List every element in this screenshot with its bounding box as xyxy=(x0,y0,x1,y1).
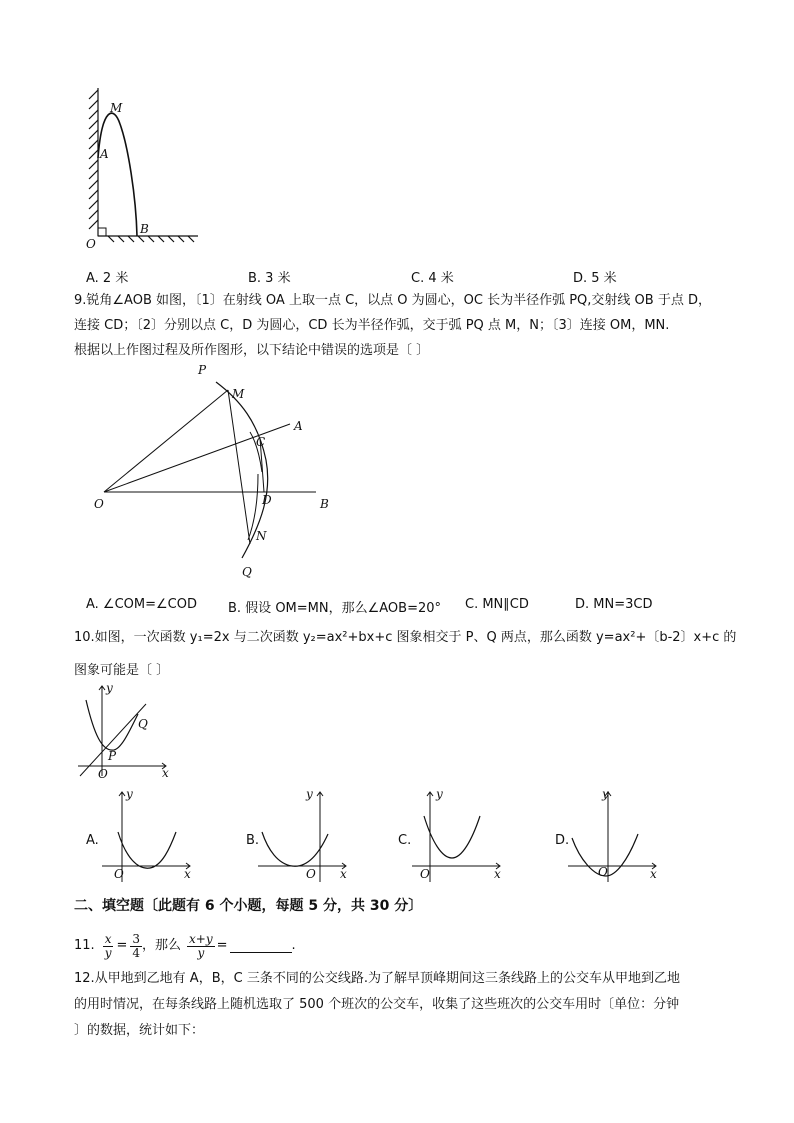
q9-label-p: P xyxy=(198,363,207,377)
q9-figure xyxy=(90,362,340,582)
q11-fraction-3-over-4 xyxy=(130,933,142,960)
q10-c-label-x: x xyxy=(494,867,501,881)
q11-line xyxy=(74,929,296,963)
q10-text-line2: 图象可能是〔 〕 xyxy=(74,663,170,678)
q9-label-o: O xyxy=(94,497,104,511)
q10-option-d-label: D. xyxy=(555,833,570,848)
q8-figure xyxy=(84,86,204,252)
q11-equals-2: = xyxy=(216,938,228,953)
q8-label-b: B xyxy=(140,222,149,236)
q8-label-m: M xyxy=(110,101,123,115)
q11-end: . xyxy=(291,938,296,953)
q12-text-line2: 的用时情况，在每条线路上随机选取了 500 个班次的公交车，收集了这些班次的公交车用时〔单位：分钟 xyxy=(74,997,680,1012)
q10-option-b-label: B. xyxy=(246,833,260,848)
q10-main-label-p: P xyxy=(108,749,117,763)
section-heading: 二、填空题〔此题有 6 个小题，每题 5 分，共 30 分〕 xyxy=(74,898,423,914)
q10-main-label-q: Q xyxy=(138,717,148,731)
q10-c-label-y: y xyxy=(436,788,443,801)
q9-label-a: A xyxy=(294,419,303,433)
q10-main-label-y: y xyxy=(106,682,113,695)
q11-frac3-den: y xyxy=(197,945,205,960)
q11-fraction-xy-over-y xyxy=(187,933,215,960)
q10-c-label-o: O xyxy=(420,867,430,881)
q9-text-line3: 根据以上作图过程及所作图形，以下结论中错误的选项是〔 〕 xyxy=(74,343,430,358)
q11-frac1-den: y xyxy=(104,945,112,960)
q9-label-b: B xyxy=(320,497,329,511)
q10-d-label-x: x xyxy=(650,867,657,881)
q10-b-label-x: x xyxy=(340,867,347,881)
q12-text-line3: 〕的数据，统计如下： xyxy=(74,1023,205,1038)
q10-option-c-graph xyxy=(410,788,506,884)
q9-label-m: M xyxy=(232,387,245,401)
q9-label-d: D xyxy=(262,493,272,507)
q11-fraction-x-over-y xyxy=(103,933,114,960)
q10-option-a-label: A. xyxy=(86,833,99,848)
q10-option-c-label: C. xyxy=(398,833,412,848)
q10-b-label-y: y xyxy=(306,788,313,801)
q8-option-b: B. 3 米 xyxy=(248,271,291,286)
q11-answer-blank[interactable] xyxy=(230,939,292,953)
q8-label-a: A xyxy=(100,147,109,161)
q10-main-label-o: O xyxy=(98,767,108,778)
q9-label-n: N xyxy=(256,529,267,543)
q10-option-d-graph xyxy=(566,788,662,884)
q10-a-label-y: y xyxy=(126,788,133,801)
q9-option-a: A. ∠COM=∠COD xyxy=(86,597,197,612)
q9-option-d: D. MN=3CD xyxy=(575,597,653,612)
q11-frac2-den: 4 xyxy=(132,945,141,960)
q9-option-c: C. MN∥CD xyxy=(465,597,529,612)
q10-a-label-x: x xyxy=(184,867,191,881)
q9-label-q: Q xyxy=(242,565,252,579)
q10-main-figure xyxy=(72,682,172,778)
q11-frac3-num: x+y xyxy=(189,931,213,946)
q10-option-b-graph xyxy=(256,788,352,884)
q11-equals: = xyxy=(116,938,128,953)
q11-number: 11. xyxy=(74,938,95,953)
q8-option-d: D. 5 米 xyxy=(573,271,617,286)
q10-d-label-y: y xyxy=(602,788,609,801)
q11-mid-text: ，那么 xyxy=(142,938,182,953)
q10-option-a-graph xyxy=(100,788,196,884)
q9-label-c: C xyxy=(256,435,266,449)
q10-text-line1: 10.如图，一次函数 y₁=2x 与二次函数 y₂=ax²+bx+c 图象相交于 P、Q 两点，那么函数 y=ax²+〔b-2〕x+c 的 xyxy=(74,630,737,645)
q8-option-a: A. 2 米 xyxy=(86,271,129,286)
q8-option-c: C. 4 米 xyxy=(411,271,454,286)
q9-text-line2: 连接 CD；〔2〕分别以点 C，D 为圆心，CD 长为半径作弧，交于弧 PQ 点 M，N；〔3〕连接 OM，MN. xyxy=(74,318,670,333)
q9-option-b: B. 假设 OM=MN，那么∠AOB=20° xyxy=(228,601,442,616)
q11-frac1-num: x xyxy=(104,931,112,946)
q12-text-line1: 12.从甲地到乙地有 A，B，C 三条不同的公交线路.为了解早顶峰期间这三条线路上的公交车从甲地到乙地 xyxy=(74,971,680,986)
q10-main-label-x: x xyxy=(162,766,169,778)
q11-frac2-num: 3 xyxy=(132,931,141,946)
q10-b-label-o: O xyxy=(306,867,316,881)
q9-text-line1: 9.锐角∠AOB 如图，〔1〕在射线 OA 上取一点 C，以点 O 为圆心，OC 长为半径作弧 PQ,交射线 OB 于点 D， xyxy=(74,293,711,308)
q10-a-label-o: O xyxy=(114,867,124,881)
q8-label-o: O xyxy=(86,237,96,251)
q10-d-label-o: O xyxy=(598,865,608,879)
